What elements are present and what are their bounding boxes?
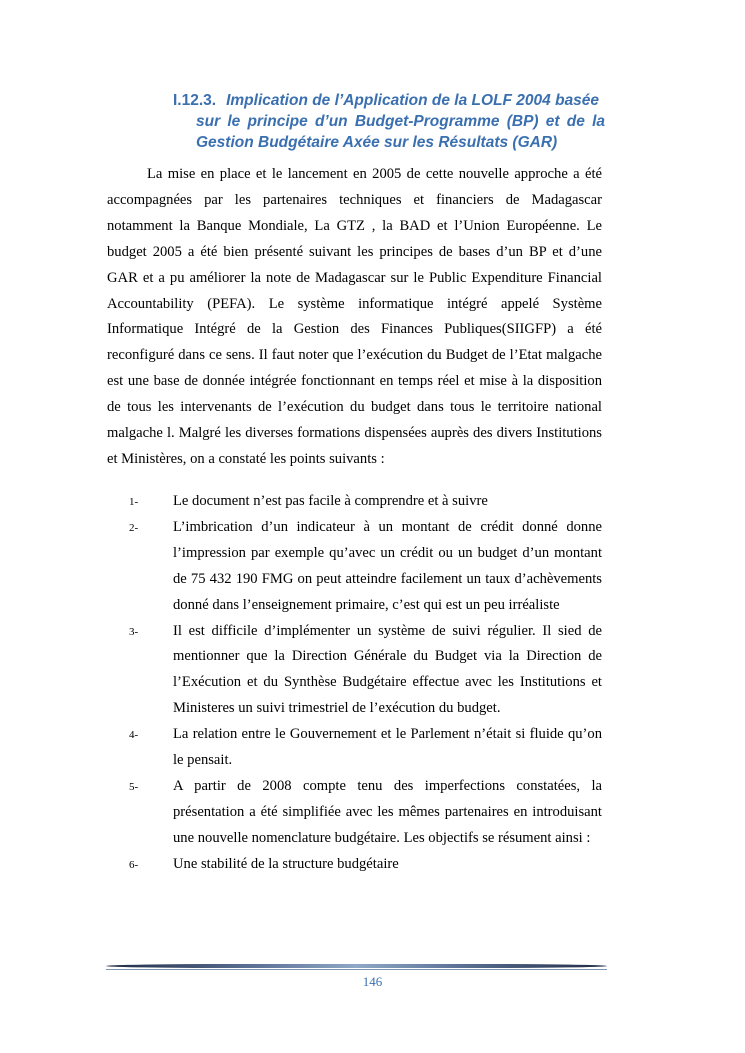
- list-item-text: La relation entre le Gouvernement et le Parlement n’était si fluide qu’on le pensait.: [173, 726, 602, 769]
- section-heading: [173, 90, 605, 153]
- list-marker: 3-: [129, 625, 139, 638]
- list-item-text: A partir de 2008 compte tenu des imperfections constatées, la présentation a été simplifiée avec les mêmes partenaires en introduisant une nouvelle nomenclature budgétaire. Les objectifs se résument ainsi :: [173, 777, 602, 846]
- numbered-list: [107, 489, 602, 878]
- list-item: [107, 489, 602, 515]
- list-item-text: Le document n’est pas facile à comprendre et à suivre: [173, 493, 488, 509]
- list-marker: 1-: [129, 496, 139, 508]
- heading-line1: [173, 90, 605, 111]
- list-item: [107, 722, 602, 774]
- list-item-text: Une stabilité de la structure budgétaire: [173, 855, 399, 872]
- list-item-text: L’imbrication d’un indicateur à un montant de crédit donné donne l’impression par exemple qu’avec un crédit ou un budget d’un montant de 75 432 190 FMG on peut atteindre facilement un taux d’achèvements donné dans l’enseignement primaire, c’est qui est un peu irréaliste: [173, 518, 602, 613]
- list-marker: 5-: [129, 780, 139, 793]
- list-marker: 2-: [129, 521, 139, 534]
- list-item: [107, 619, 602, 723]
- list-marker: 6-: [129, 858, 139, 871]
- section-title-line1: Implication de l’Application de la LOLF 2004 basée: [226, 92, 600, 109]
- body-paragraph: La mise en place et le lancement en 2005 de cette nouvelle approche a été accompagnées par les partenaires techniques et financiers de Madagascar notamment la Banque Mondiale, La GTZ , la BAD et l’Union Européenne. Le budget 2005 a été bien présenté suivant les principes de bases d’un BP et d’une GAR et a pu améliorer la note de Madagascar sur le Public Expenditure Financial Accountability (PEFA). Le système informatique intégré appelé Système Informatique Intégré de la Gestion des Finances Publiques(SIIGFP) a été reconfiguré dans ce sens. Il faut noter que l’exécution du Budget de l’Etat malgache est une base de donnée intégrée fonctionnant en temps réel et mise à la disposition de tous les intervenants de l’exécution du budget dans tous le territoire national malgache l. Malgré les diverses formations dispensées auprès des divers Institutions et Ministères, on a constaté les points suivants :: [107, 166, 602, 467]
- footer-divider-thin: [106, 969, 607, 970]
- page-number: 146: [362, 974, 383, 989]
- list-item-text: Il est difficile d’implémenter un système de suivi régulier. Il sied de mentionner que la Direction Générale du Budget via la Direction de l’Exécution et du Synthèse Budgétaire effectue avec les Institutions et Ministeres un suivi trimestriel de l’exécution du budget.: [173, 622, 602, 717]
- section-number: I.12.3.: [173, 92, 217, 109]
- list-marker: 4-: [129, 729, 139, 742]
- list-item: [107, 852, 602, 878]
- list-item: [107, 774, 602, 852]
- list-item: [107, 515, 602, 619]
- section-title-rest: sur le principe d’un Budget-Programme (BP) et de la Gestion Budgétaire Axée sur les Résultats (GAR): [196, 113, 605, 151]
- footer-divider: [106, 964, 607, 968]
